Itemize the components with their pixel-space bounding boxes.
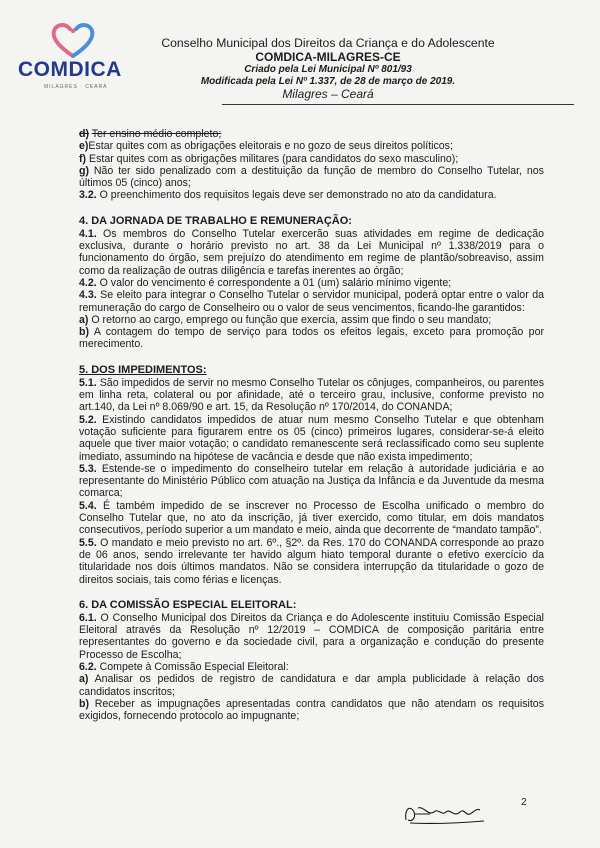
item-4-3: 4.3. Se eleito para integrar o Conselho Tutelar o servidor municipal, poderá optar entre o valor da remuneração do cargo de Conselheiro ou o valor de seus vencimentos, ficando-lhe garantidos:: [79, 289, 544, 314]
item-4-3-b: b) A contagem do tempo de serviço para todos os efeitos legais, exceto para promoção por merecimento.: [79, 326, 544, 351]
item-5-5: 5.5. O mandato e meio previsto no art. 6º., §2º. da Res. 170 do CONANDA corresponde ao prazo de 06 anos, sendo irrelevante ter havido algum hiato temporal durante o efetivo exercício da titularidade nos dois últimos mandatos. Não se considera interrupção da titularidade o gozo de direitos sociais, tais como férias e licenças.: [79, 536, 544, 586]
heart-logo-icon: [50, 22, 96, 58]
item-5-3: 5.3. Estende-se o impedimento do conselheiro tutelar em relação à autoridade judiciária e ao representante do Ministério Público com atuação na Justiça da Infância e da Juventude da mesma comarca;: [79, 462, 544, 500]
item-4-1: 4.1. Os membros do Conselho Tutelar exercerão suas atividades em regime de dedicação exclusiva, durante o horário previsto no art. 38 da Lei Municipal nº 1.338/2019 para o funcionamento do órgão, sem prejuízo do atendimento em regime de plantão/sobreaviso, assim como da realização de outras diligência e tarefas inerentes ao órgão;: [79, 227, 545, 277]
item-f: f) Estar quites com as obrigações militares (para candidatos do sexo masculino);: [79, 152, 459, 165]
document-body: [79, 128, 544, 722]
item-d: d) Ter ensino médio completo;: [79, 128, 222, 140]
item-4-3-a: a) O retorno ao cargo, emprego ou função que exercia, assim que findo o seu mandato;: [79, 313, 492, 326]
org-short-name: COMDICA-MILAGRES-CE: [255, 50, 401, 64]
section-4-title: 4. DA JORNADA DE TRABALHO E REMUNERAÇÃO:: [79, 214, 352, 227]
letterhead-text: [148, 36, 588, 101]
item-6-1: 6.1. O Conselho Municipal dos Direitos da Criança e do Adolescente instituiu Comissão Especial Eleitoral através da Resolução nº 12/2019 – COMDICA de composição paritária entre representantes do governo e da sociedade civil, para a organização e condução do presente Processo de Escolha;: [79, 611, 544, 661]
logo-wordmark: COMDICA: [18, 58, 122, 81]
handwritten-signature-icon: [400, 790, 490, 830]
item-6-2-a: a) Analisar os pedidos de registro de candidatura e dar ampla publicidade à relação dos candidatos inscritos;: [79, 673, 545, 698]
item-5-4: 5.4. É também impedido de se inscrever no Processo de Escolha unificado o membro do Conselho Tutelar que, no ato da inscrição, já tiver exercido, como titular, em dois mandatos consecutivos, período superior a um mandato e meio, ainda que decorrente de “mandato tampão”.: [79, 499, 544, 537]
section-5-title: 5. DOS IMPEDIMENTOS:: [79, 363, 207, 376]
item-g: g) Não ter sido penalizado com a destituição da função de membro do Conselho Tutelar, nos últimos 05 (cinco) anos;: [79, 164, 544, 190]
item-4-2: 4.2. O valor do vencimento é correspondente a 01 (um) salário mínimo vigente;: [79, 276, 452, 289]
item-6-2-b: b) Receber as impugnações apresentadas contra candidatos que não atendam os requisitos exigidos, fornecendo protocolo ao impugnante;: [79, 697, 544, 723]
letterhead: [0, 0, 600, 106]
header-divider: [222, 104, 574, 105]
item-6-2: 6.2. Compete à Comissão Especial Eleitoral:: [79, 660, 289, 673]
item-e: e)Estar quites com as obrigações eleitorais e no gozo de seus direitos políticos;: [79, 140, 453, 153]
section-6-title: 6. DA COMISSÃO ESPECIAL ELEITORAL:: [79, 598, 297, 611]
modification-law: Modificada pela Lei Nº 1.337, de 28 de março de 2019.: [200, 75, 456, 87]
item-3-2: 3.2. O preenchimento dos requisitos legais deve ser demonstrado no ato da candidatura.: [79, 189, 497, 202]
item-5-1: 5.1. São impedidos de servir no mesmo Conselho Tutelar os cônjuges, companheiros, ou parentes em linha reta, colateral ou por afinidade, até o terceiro grau, inclusive, conforme previsto no art.140, da Lei nº 8.069/90 e art. 15, da Resolução nº 170/2014, do CONANDA;: [79, 376, 544, 414]
creation-law: Criado pela Lei Municipal Nº 801/93: [244, 64, 412, 75]
logo-subtext: MILAGRES · CEARÁ: [44, 84, 108, 90]
item-5-2: 5.2. Existindo candidatos impedidos de atuar num mesmo Conselho Tutelar e que obtenham votação suficiente para figurarem entre os 05 (cinco) primeiros lugares, considerar-se-á eleito aquele que tiver maior votação; o candidato remanescente será reclassificado como seu suplente imediato, assumindo na hipótese de vacância e desde que não exista impedimento;: [79, 413, 544, 463]
org-name: Conselho Municipal dos Direitos da Criança e do Adolescente: [161, 36, 495, 50]
page-number: 2: [521, 797, 527, 808]
city-line: Milagres – Ceará: [282, 87, 374, 101]
